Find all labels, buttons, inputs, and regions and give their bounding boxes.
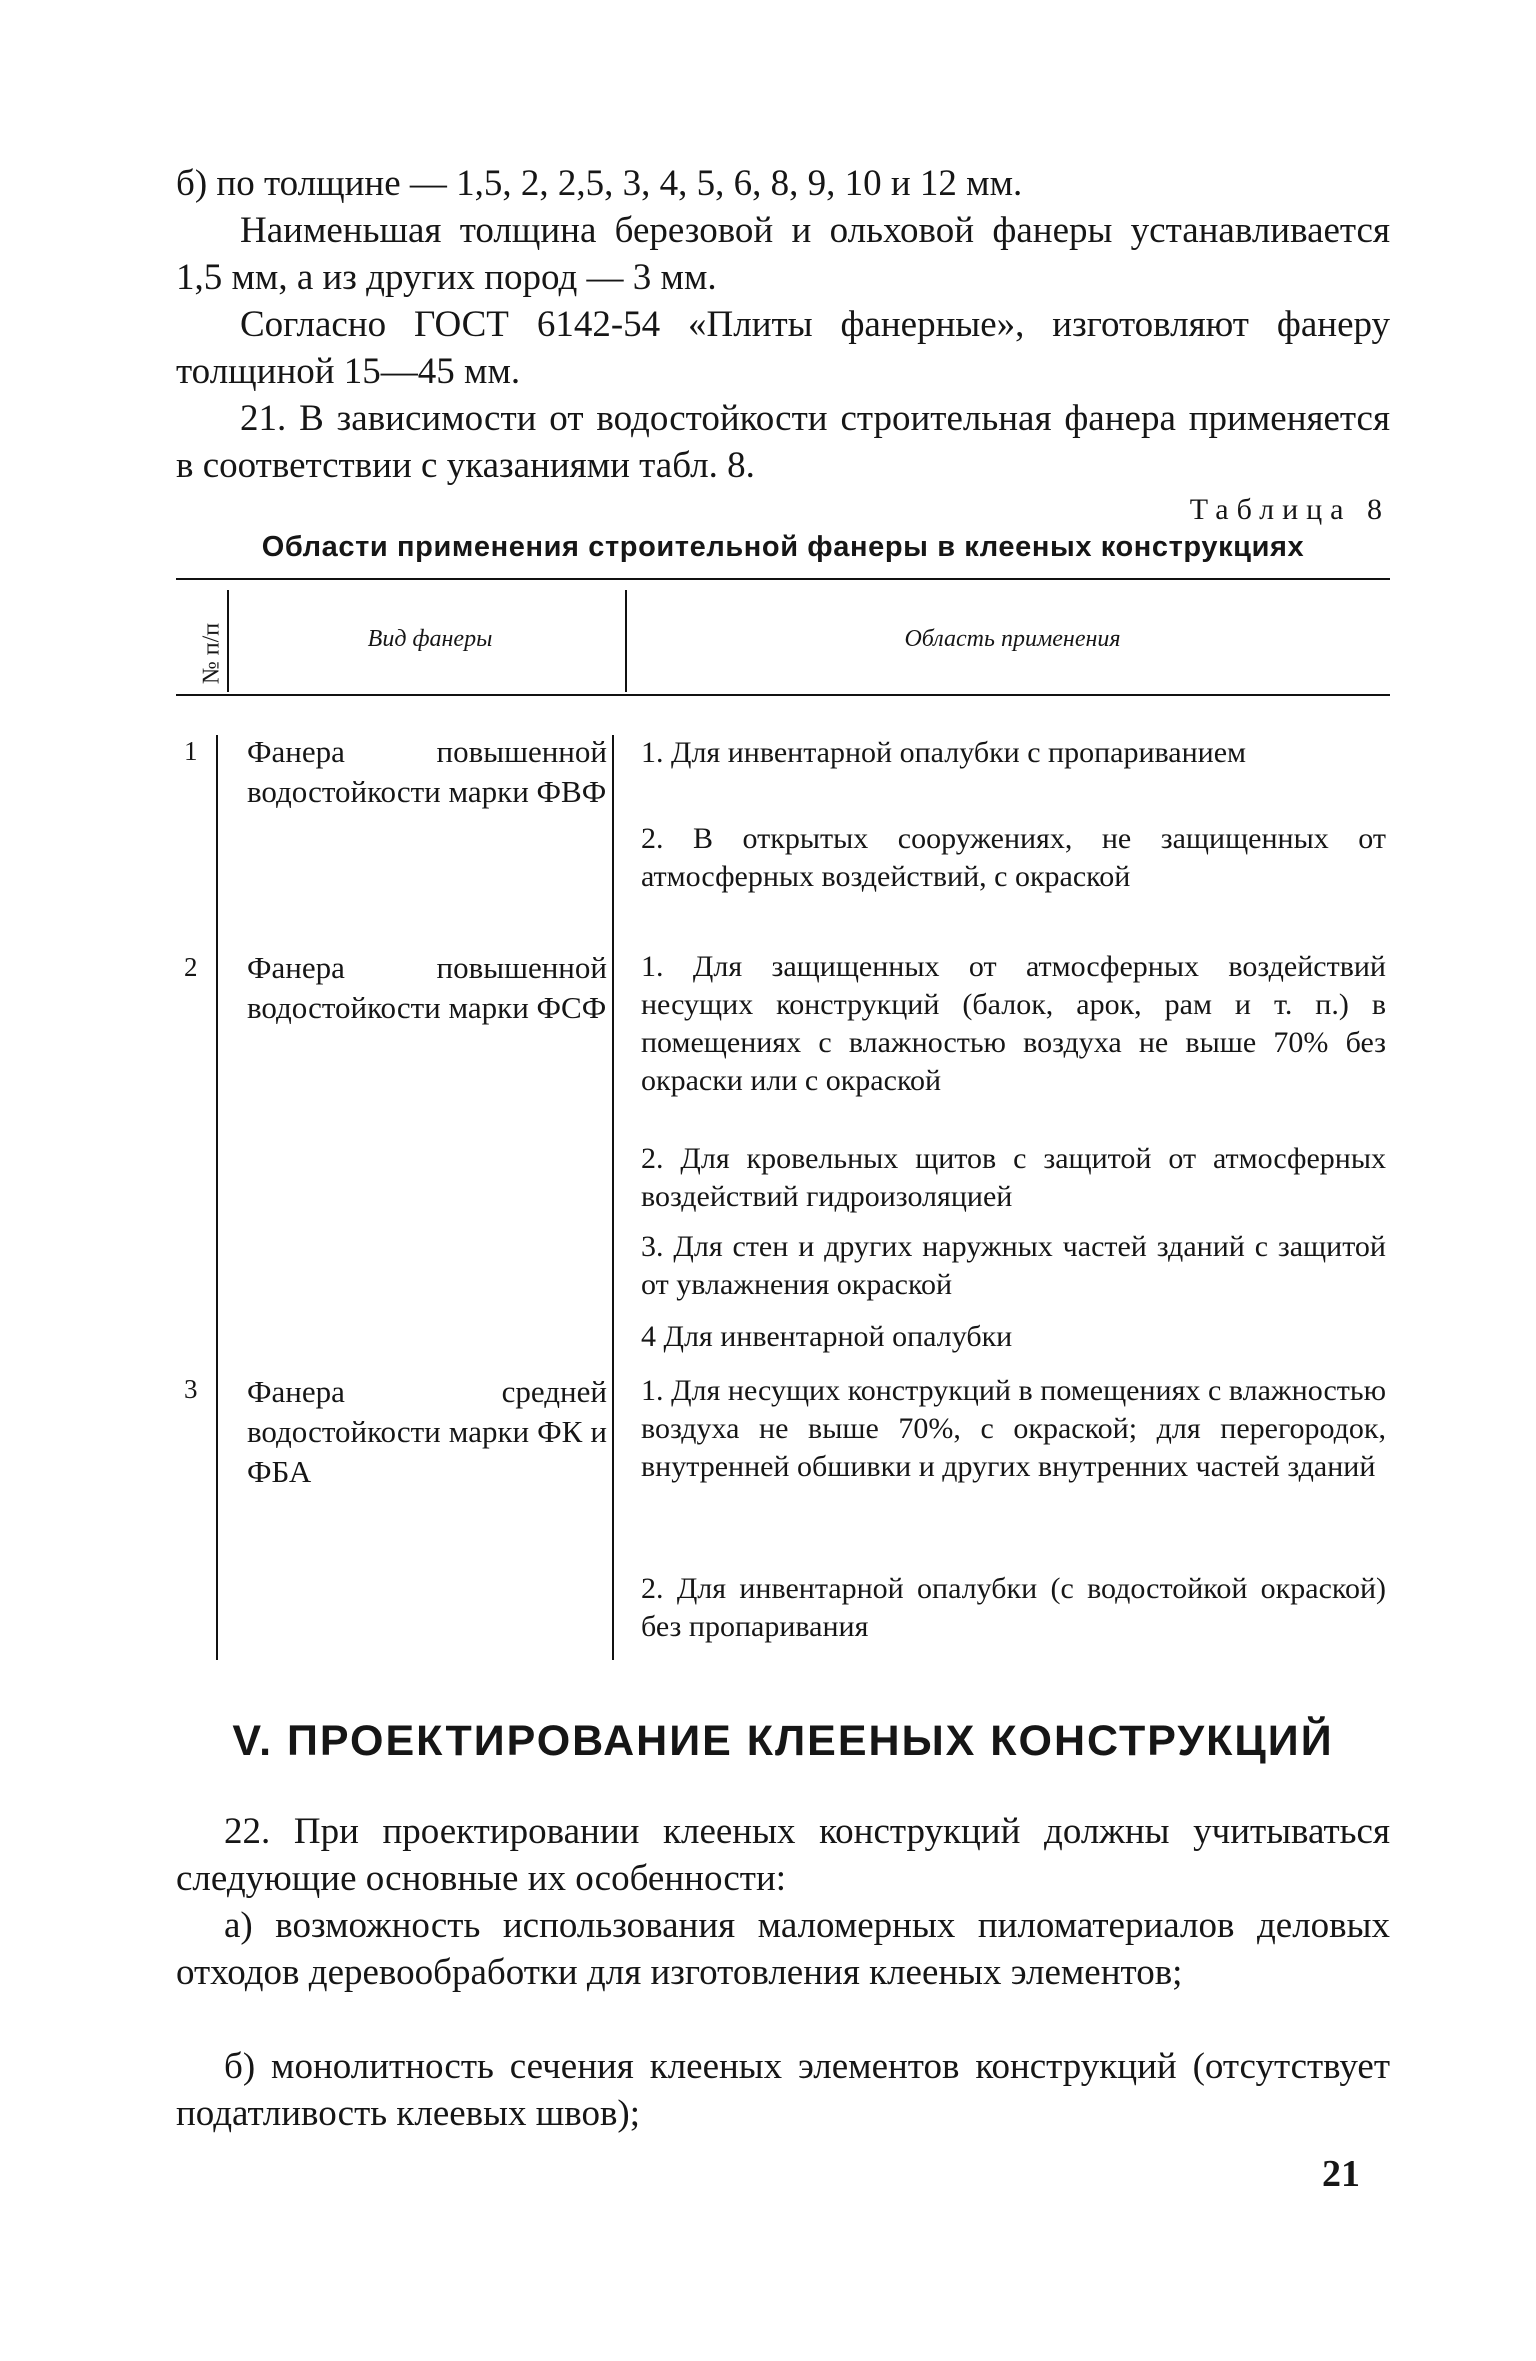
paragraph-item-a: а) возможность использования маломерных пиломатериалов деловых отходов деревообработки для изготовления клееных элементов; [176, 1905, 1390, 1993]
row-1-use-1: 1. Для инвентарной опалубки с пропариванием [641, 736, 1246, 769]
row-3-use-1: 1. Для несущих конструкций в помещениях с влажностью воздуха не выше 70%, с окраской; для перегородок, внутренней обшивки и других внутренних частей зданий [641, 1374, 1386, 1483]
row-2-use-2: 2. Для кровельных щитов с защитой от атмосферных воздействий гидроизоляцией [641, 1142, 1386, 1213]
table-top-rule [176, 578, 1390, 580]
section-heading: V. ПРОЕКТИРОВАНИЕ КЛЕЕНЫХ КОНСТРУКЦИЙ [232, 1717, 1334, 1765]
paragraph-gost: Согласно ГОСТ 6142-54 «Плиты фанерные», изготовляют фанеру толщиной 15—45 мм. [176, 304, 1390, 392]
row-2-type: Фанера повышенной водостойкости марки ФСФ [247, 950, 607, 1025]
table-label: Таблица 8 [1189, 493, 1390, 526]
header-divider-2 [625, 590, 627, 692]
row-3-type: Фанера средней водостойкости марки ФК и ФБА [247, 1374, 607, 1489]
row-2-use-1: 1. Для защищенных от атмосферных воздействий несущих конструкций (балок, арок, рам и т. п.) в помещениях с влажностью воздуха не выше 70% без окраски или с окраской [641, 950, 1386, 1097]
row-3-number: 3 [184, 1374, 198, 1404]
row-2-number: 2 [184, 952, 198, 982]
header-number: № п/п [198, 622, 225, 685]
paragraph-item-b: б) монолитность сечения клееных элементов конструкций (отсутствует податливость клеевых швов); [176, 2046, 1390, 2134]
body-divider-1 [216, 735, 218, 1660]
paragraph-21: 21. В зависимости от водостойкости строительная фанера применяется в соответствии с указаниями табл. 8. [176, 398, 1390, 486]
row-1-number: 1 [184, 736, 198, 766]
table-header-rule [176, 694, 1390, 696]
paragraph-min-thickness: Наименьшая толщина березовой и ольховой фанеры устанавливается 1,5 мм, а из других пород — 3 мм. [176, 210, 1390, 298]
row-1-type: Фанера повышенной водостойкости марки ФВФ [247, 734, 607, 809]
table-title: Области применения строительной фанеры в клееных конструкциях [261, 531, 1305, 563]
paragraph-22: 22. При проектировании клееных конструкций должны учитываться следующие основные их особенности: [176, 1811, 1390, 1899]
header-application-area: Область применения [904, 626, 1121, 652]
row-1-use-2: 2. В открытых сооружениях, не защищенных от атмосферных воздействий, с окраской [641, 822, 1386, 893]
header-plywood-type: Вид фанеры [367, 626, 493, 652]
row-3-use-2: 2. Для инвентарной опалубки (с водостойкой окраской) без пропаривания [641, 1572, 1386, 1643]
paragraph-thickness: б) по толщине — 1,5, 2, 2,5, 3, 4, 5, 6, 8, 9, 10 и 12 мм. [176, 163, 1023, 204]
row-2-use-3: 3. Для стен и других наружных частей зданий с защитой от увлажнения окраской [641, 1230, 1386, 1301]
row-2-use-4: 4 Для инвентарной опалубки [641, 1320, 1013, 1353]
header-divider-1 [227, 590, 229, 692]
page-number: 21 [1322, 2153, 1360, 2195]
body-divider-2 [612, 735, 614, 1660]
